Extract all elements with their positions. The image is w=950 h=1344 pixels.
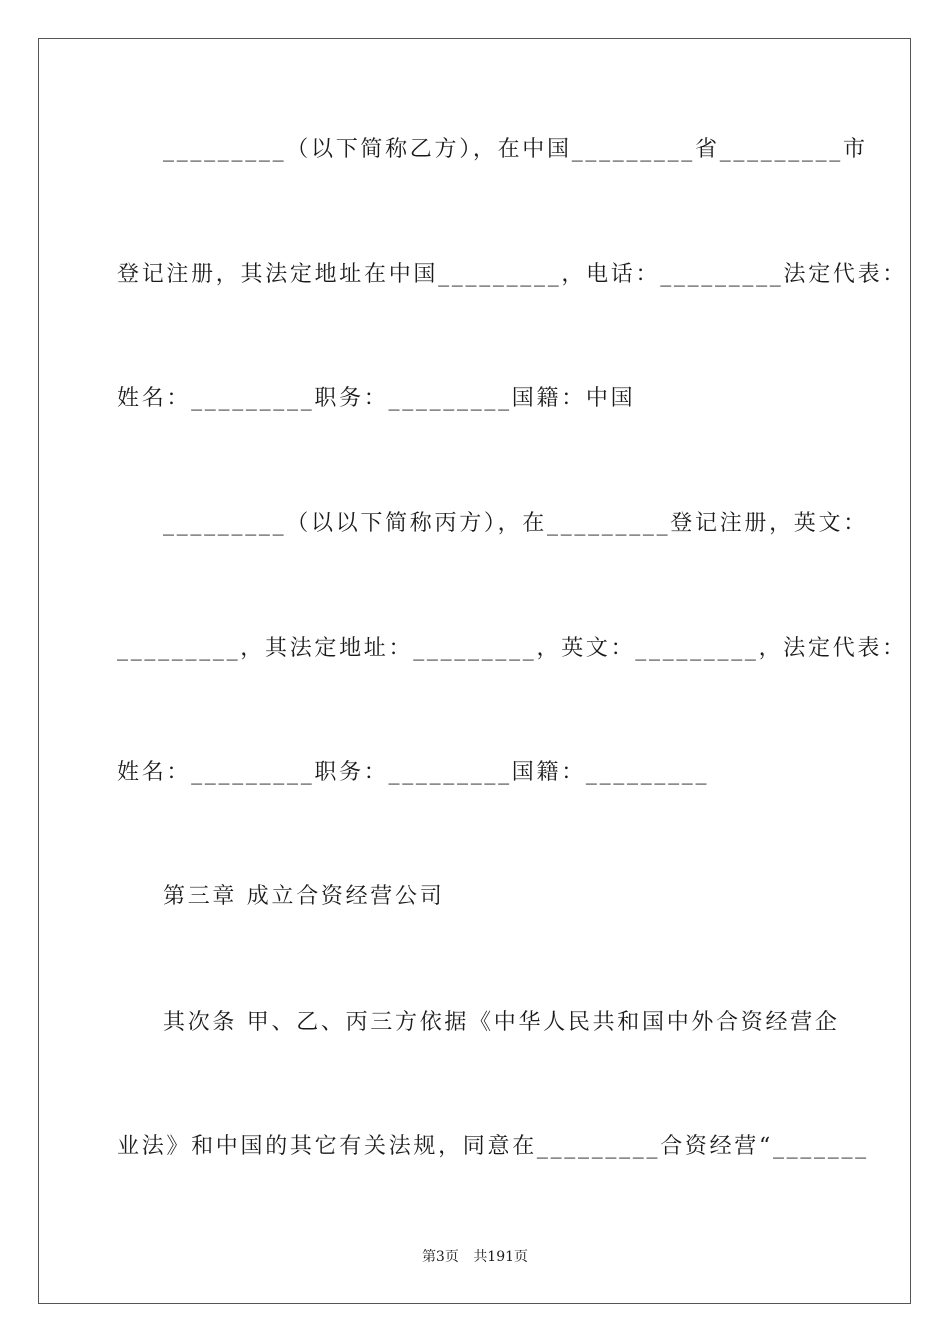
text-line-party-b-address: 登记注册，其法定地址在中国_________，电话：_________法定代表： — [117, 262, 908, 287]
article-text-line-2: 业法》和中国的其它有关法规，同意在_________合资经营“_______ — [117, 1134, 869, 1159]
page-number: 第3页 — [421, 1249, 459, 1265]
page-border — [38, 38, 911, 1304]
text-line-party-b-representative: 姓名：_________职务：_________国籍：中国 — [117, 386, 636, 411]
text-line-party-c: _________（以以下简称丙方），在_________登记注册，英文： — [163, 511, 868, 536]
text-line-party-c-representative: 姓名：_________职务：_________国籍：_________ — [117, 760, 710, 785]
text-line-party-b: _________（以下简称乙方），在中国_________省_________市 — [163, 137, 868, 162]
chapter-heading: 第三章 成立合资经营公司 — [163, 884, 445, 909]
page-total: 共191页 — [473, 1249, 529, 1265]
text-line-party-c-address: _________，其法定地址：_________，英文：_________，法定代表： — [117, 636, 907, 661]
article-text-line-1: 其次条 甲、乙、丙三方依据《中华人民共和国中外合资经营企 — [163, 1010, 840, 1035]
page-footer — [0, 1246, 950, 1266]
